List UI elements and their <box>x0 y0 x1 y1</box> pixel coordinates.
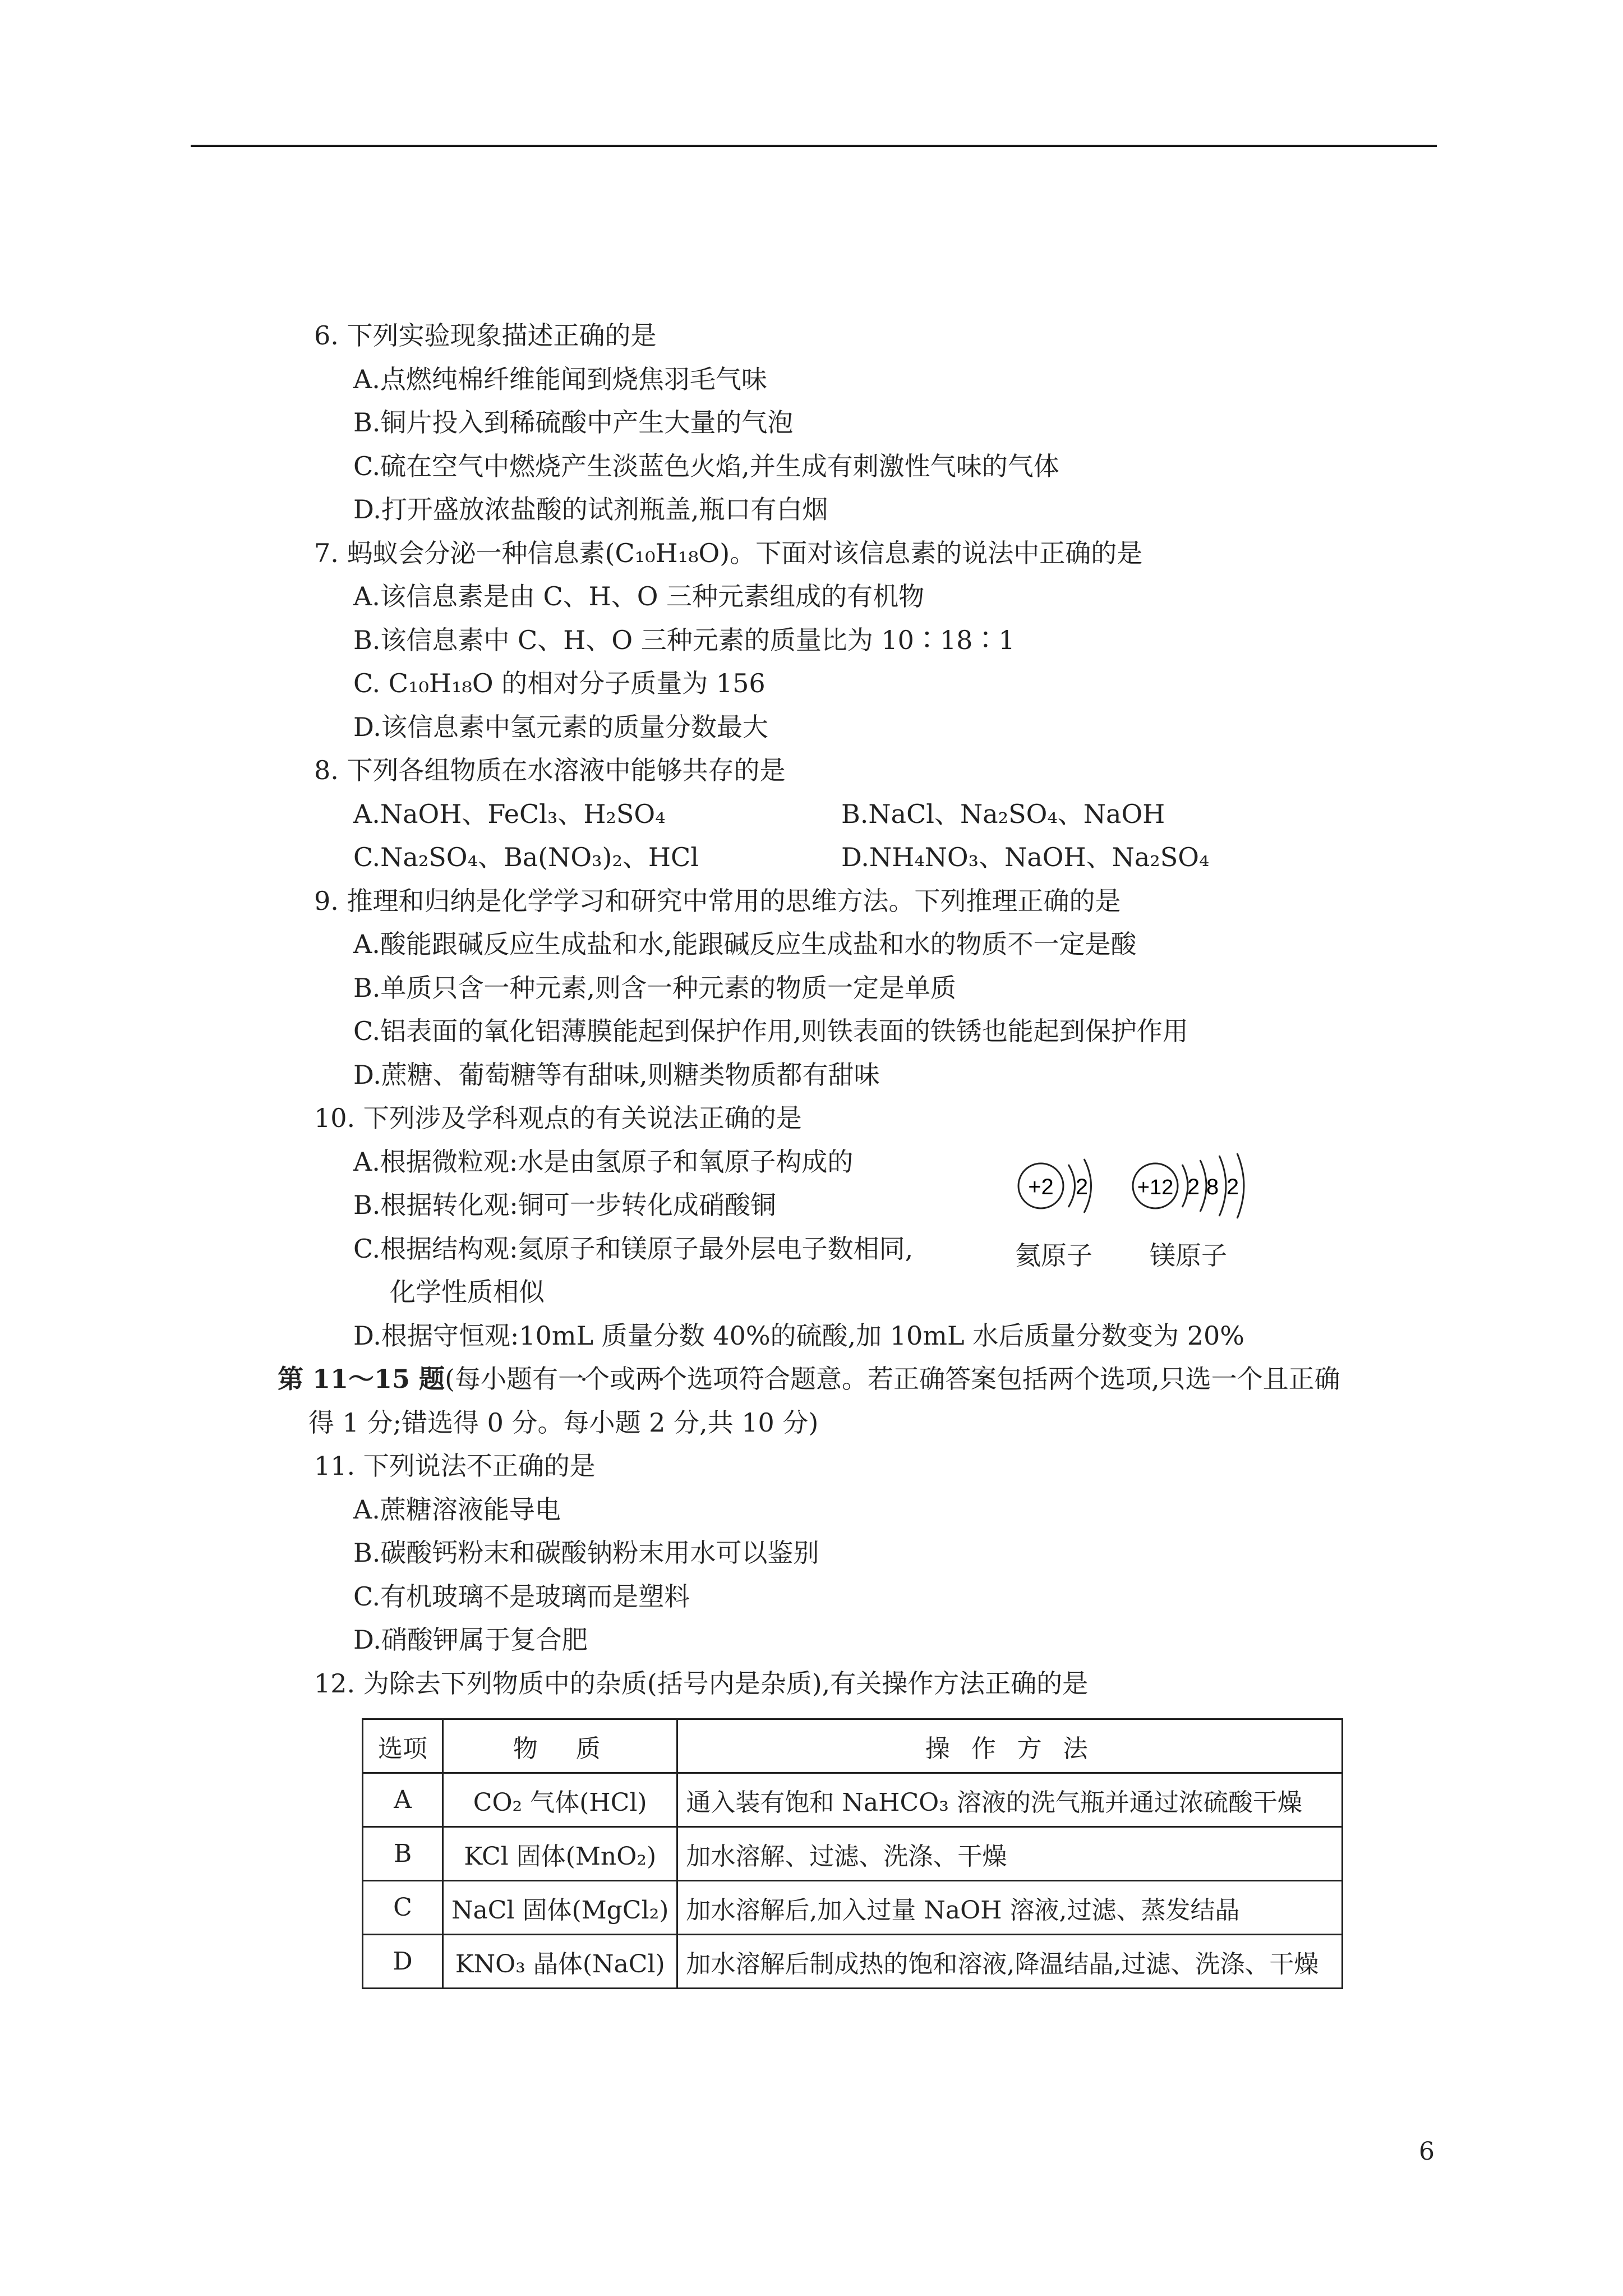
table-row <box>363 1827 1343 1881</box>
option: B.碳酸钙粉末和碳酸钠粉末用水可以鉴别 <box>353 1538 819 1568</box>
table-row <box>363 1935 1343 1989</box>
option: C. C₁₀H₁₈O 的相对分子质量为 156 <box>353 668 766 698</box>
question-stem: 10. 下列涉及学科观点的有关说法正确的是 <box>314 1103 802 1133</box>
magnesium-shell-electrons: 2 <box>1226 1175 1239 1199</box>
question-stem: 7. 蚂蚁会分泌一种信息素(C₁₀H₁₈O)。下面对该信息素的说法中正确的是 <box>314 537 1143 568</box>
option: D.NH₄NO₃、NaOH、Na₂SO₄ <box>841 842 1210 872</box>
helium-nucleus-charge: +2 <box>1028 1175 1054 1199</box>
option-continuation: 化学性质相似 <box>390 1277 545 1307</box>
magnesium-shell-electrons: 8 <box>1206 1175 1219 1199</box>
section-note: 或 <box>610 1364 636 1394</box>
helium-atom-diagram <box>1018 1159 1091 1213</box>
section-title: 第 11～15 题 <box>278 1364 445 1394</box>
magnesium-shell-electrons: 2 <box>1187 1175 1200 1199</box>
option: A.蔗糖溶液能导电 <box>353 1494 561 1525</box>
table-cell: 加水溶解后,加入过量 NaOH 溶液,过滤、蒸发结晶 <box>677 1881 1343 1935</box>
table-cell: 加水溶解后制成热的饱和溶液,降温结晶,过滤、洗涤、干燥 <box>677 1935 1343 1989</box>
option: D.根据守恒观:10mL 质量分数 40%的硫酸,加 10mL 水后质量分数变为 20% <box>353 1320 1244 1351</box>
option: B.单质只含一种元素,则含一种元素的物质一定是单质 <box>353 972 957 1003</box>
option: A.NaOH、FeCl₃、H₂SO₄ <box>353 798 666 829</box>
question-stem: 12. 为除去下列物质中的杂质(括号内是杂质),有关操作方法正确的是 <box>314 1668 1089 1699</box>
section-note-line2: 得 1 分;错选得 0 分。每小题 2 分,共 10 分) <box>308 1407 819 1438</box>
option: B.NaCl、Na₂SO₄、NaOH <box>841 798 1165 829</box>
section-header <box>278 1358 1444 1401</box>
magnesium-nucleus-charge: +12 <box>1137 1176 1174 1199</box>
helium-atom-label: 氦原子 <box>1015 1240 1092 1271</box>
section-note: (每小题有 <box>445 1364 559 1394</box>
table-header: 选项 <box>363 1719 443 1773</box>
option: B.该信息素中 C、H、O 三种元素的质量比为 10∶18∶1 <box>353 624 1015 655</box>
impurity-removal-table <box>362 1718 1343 1989</box>
table-cell: D <box>363 1935 443 1989</box>
question-stem: 9. 推理和归纳是化学学习和研究中常用的思维方法。下列推理正确的是 <box>314 885 1121 916</box>
section-note: 选项符合题意。若正确答案包括两个选项,只选一个且正确 <box>687 1364 1340 1394</box>
magnesium-atom-diagram <box>1133 1153 1244 1218</box>
option: C.Na₂SO₄、Ba(NO₃)₂、HCl <box>353 842 699 872</box>
option: B.根据转化观:铜可一步转化成硝酸铜 <box>353 1190 776 1220</box>
table-cell: B <box>363 1827 443 1881</box>
option: D.打开盛放浓盐酸的试剂瓶盖,瓶口有白烟 <box>353 494 828 524</box>
table-header: 操 作 方 法 <box>677 1719 1343 1773</box>
option: B.铜片投入到稀硫酸中产生大量的气泡 <box>353 407 794 438</box>
option-row <box>278 836 1444 880</box>
question-stem: 11. 下列说法不正确的是 <box>314 1451 596 1481</box>
page-number: 6 <box>1419 2137 1435 2166</box>
header-rule <box>191 145 1437 147</box>
table-header-row <box>363 1719 1343 1773</box>
option: A.根据微粒观:水是由氢原子和氧原子构成的 <box>353 1146 854 1177</box>
question-stem: 6. 下列实验现象描述正确的是 <box>314 320 657 351</box>
question-content <box>278 314 1444 1705</box>
emphasis-text: 两个 • <box>635 1364 687 1394</box>
table-cell: KNO₃ 晶体(NaCl) <box>443 1935 677 1989</box>
atom-structure-diagrams <box>1015 1151 1251 1286</box>
option: C.根据结构观:氦原子和镁原子最外层电子数相同, <box>353 1233 914 1264</box>
option: A.点燃纯棉纤维能闻到烧焦羽毛气味 <box>353 364 767 394</box>
helium-shell-electrons: 2 <box>1075 1175 1089 1199</box>
option: C.硫在空气中燃烧产生淡蓝色火焰,并生成有刺激性气味的气体 <box>353 450 1059 481</box>
table-cell: A <box>363 1773 443 1827</box>
option-row <box>278 793 1444 836</box>
option: C.铝表面的氧化铝薄膜能起到保护作用,则铁表面的铁锈也能起到保护作用 <box>353 1016 1188 1046</box>
option: A.酸能跟碱反应生成盐和水,能跟碱反应生成盐和水的物质不一定是酸 <box>353 929 1137 959</box>
magnesium-shell-arc <box>1219 1156 1226 1216</box>
option: C.有机玻璃不是玻璃而是塑料 <box>353 1581 690 1612</box>
table-cell: CO₂ 气体(HCl) <box>443 1773 677 1827</box>
table-cell: 通入装有饱和 NaHCO₃ 溶液的洗气瓶并通过浓硫酸干燥 <box>677 1773 1343 1827</box>
table-cell: 加水溶解、过滤、洗涤、干燥 <box>677 1827 1343 1881</box>
table-cell: KCl 固体(MnO₂) <box>443 1827 677 1881</box>
table-row <box>363 1881 1343 1935</box>
option: D.硝酸钾属于复合肥 <box>353 1625 588 1655</box>
table-row <box>363 1773 1343 1827</box>
table-cell: C <box>363 1881 443 1935</box>
option: D.该信息素中氢元素的质量分数最大 <box>353 711 768 742</box>
magnesium-shell-arc <box>1200 1160 1206 1212</box>
table-cell: NaCl 固体(MgCl₂) <box>443 1881 677 1935</box>
emphasis-text: 一个 • <box>558 1364 610 1394</box>
helium-shell-arc <box>1068 1165 1075 1207</box>
atom-diagram-svg <box>1015 1151 1251 1230</box>
question-stem: 8. 下列各组物质在水溶液中能够共存的是 <box>314 755 786 785</box>
option: D.蔗糖、葡萄糖等有甜味,则糖类物质都有甜味 <box>353 1059 880 1090</box>
magnesium-atom-label: 镁原子 <box>1150 1240 1227 1271</box>
table-header: 物 质 <box>443 1719 677 1773</box>
option: A.该信息素是由 C、H、O 三种元素组成的有机物 <box>353 581 925 611</box>
